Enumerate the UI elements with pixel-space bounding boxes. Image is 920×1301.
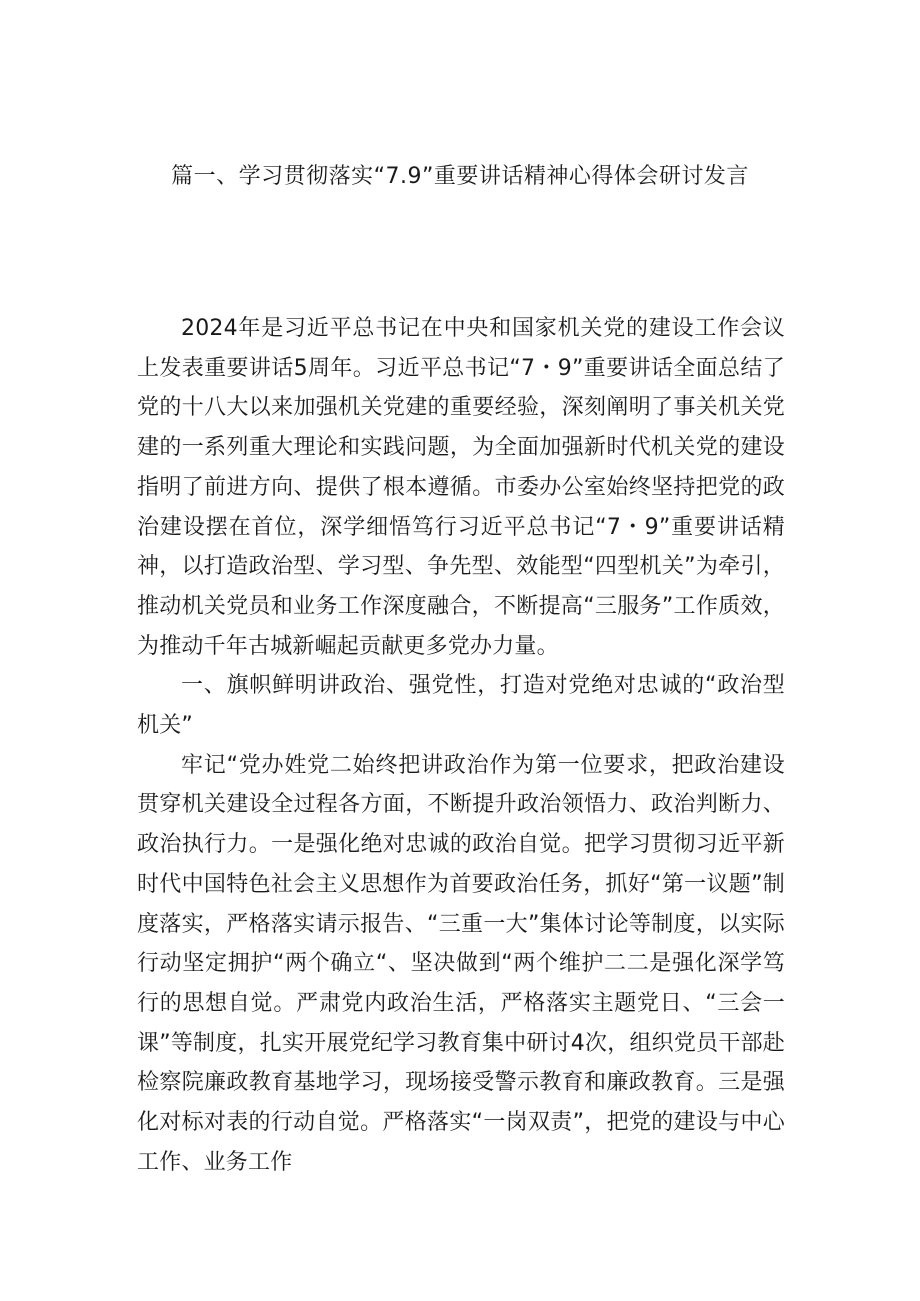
document-title: 篇一、学习贯彻落实“7.9”重要讲话精神心得体会研讨发言 — [171, 164, 749, 189]
body-paragraph: 牢记“党办姓党二始终把讲政治作为第一位要求，把政治建设贯穿机关建设全过程各方面，不断提升政治领悟力、政治判断力、政治执行力。一是强化绝对忠诚的政治自觉。把学习贯彻习近平新时代中国特色社会主义思想作为首要政治任务，抓好“第一议题”制度落实，严格落实请示报告、“三重一大”集体讨论等制度，以实际行动坚定拥护“两个确立“、坚决做到“两个维护二二是强化深学笃行的思想自觉。严肃党内政治生活，严格落实主题党日、“三会一课”等制度，扎实开展党纪学习教育集中研讨4次，组织党员干部赴检察院廉政教育基地学习，现场接受警示教育和廉政教育。三是强化对标对表的行动自觉。严格落实“一岗双责”，把党的建设与中心工作、业务工作 — [137, 752, 785, 1175]
document-body — [137, 309, 785, 1182]
intro-paragraph: 2024年是习近平总书记在中央和国家机关党的建设工作会议上发表重要讲话5周年。习近平总书记“7・9”重要讲话全面总结了党的十八大以来加强机关党建的重要经验，深刻阐明了事关机关党建的一系列重大理论和实践问题，为全面加强新时代机关党的建设指明了前进方向、提供了根本遵循。市委办公室始终坚持把党的政治建设摆在首位，深学细悟笃行习近平总书记“7・9”重要讲话精神，以打造政治型、学习型、争先型、效能型“四型机关”为牵引，推动机关党员和业务工作深度融合，不断提高“三服务”工作质效，为推动千年古城新崛起贡献更多党办力量。 — [137, 316, 785, 659]
section-heading: 一、旗帜鲜明讲政治、强党性，打造对党绝对忠诚的“政治型机关” — [137, 673, 785, 739]
